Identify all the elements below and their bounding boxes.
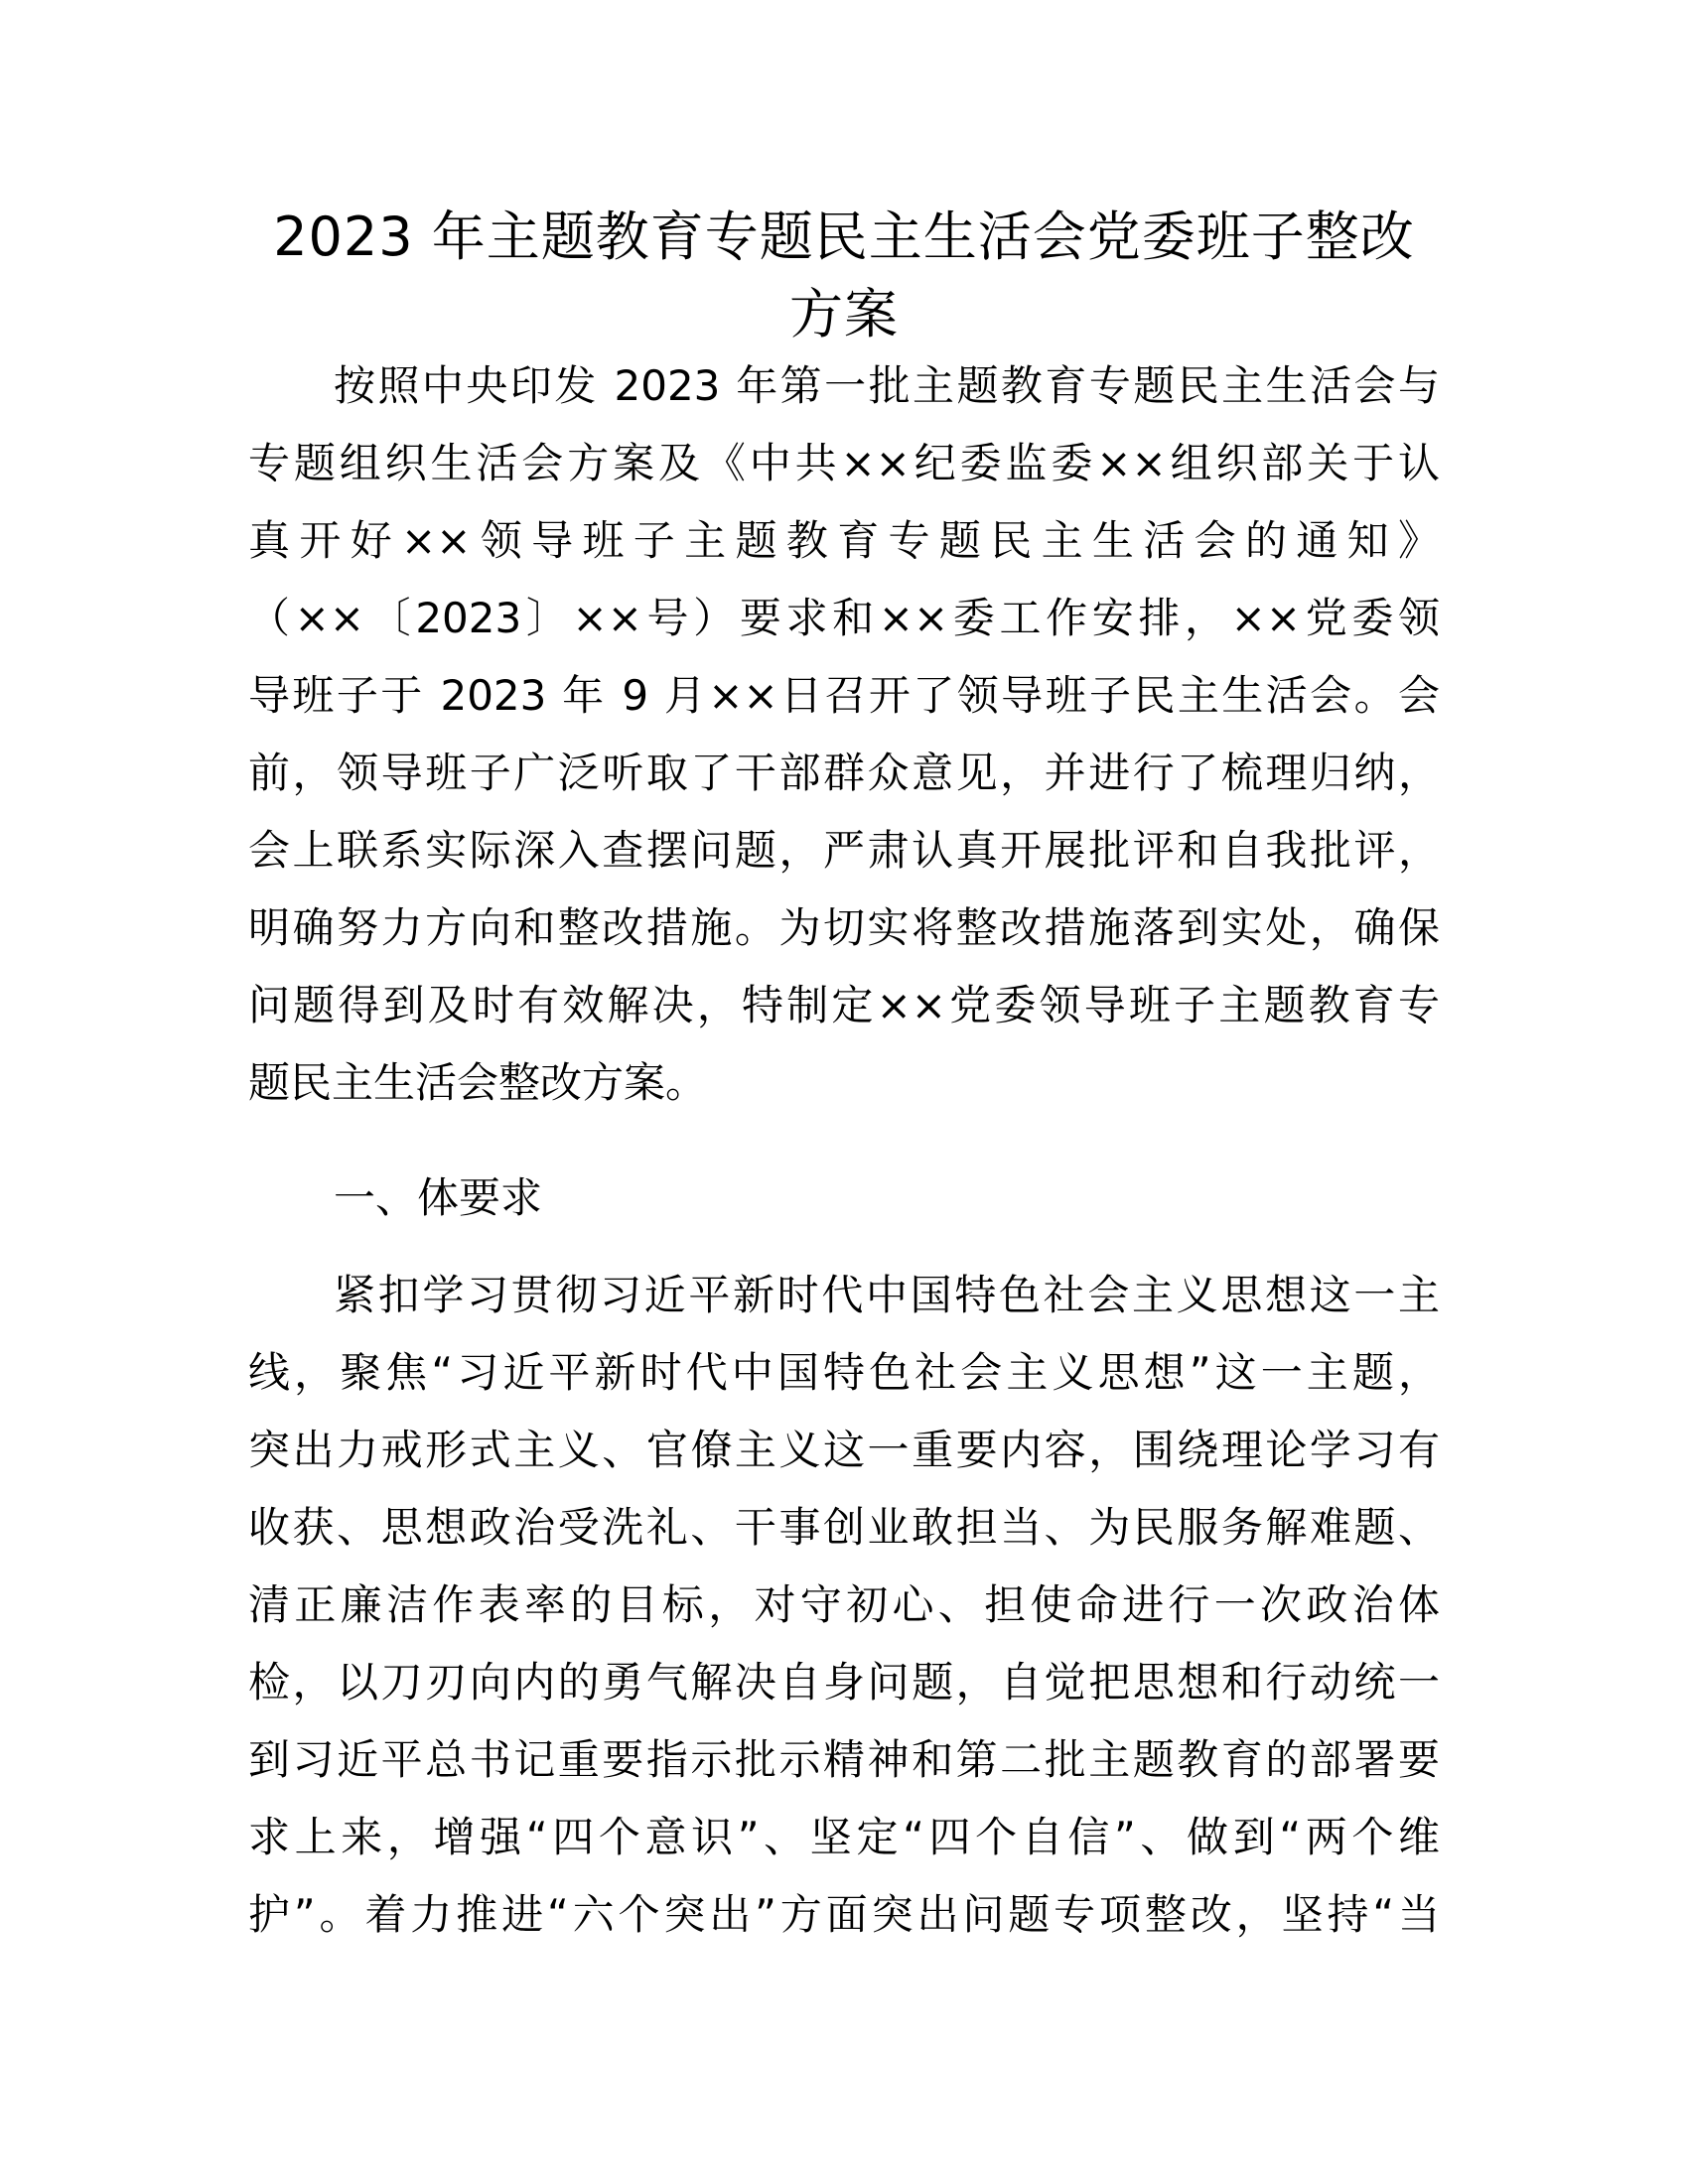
requirements-paragraph	[248, 1257, 1440, 1954]
paragraph-line: 突出力戒形式主义、官僚主义这一重要内容，围绕理论学习有	[248, 1426, 1440, 1474]
paragraph-line: 前，领导班子广泛听取了干部群众意见，并进行了梳理归纳，	[248, 749, 1440, 797]
paragraph-line: （××〔2023〕××号）要求和××委工作安排，××党委领	[248, 594, 1440, 642]
paragraph-line: 会上联系实际深入查摆问题，严肃认真开展批评和自我批评，	[248, 826, 1440, 875]
paragraph-line: 题民主生活会整改方案。	[248, 1058, 708, 1107]
paragraph-line: 检，以刀刃向内的勇气解决自身问题，自觉把思想和行动统一	[248, 1658, 1440, 1706]
paragraph-line: 护”。着力推进“六个突出”方面突出问题专项整改，坚持“当	[248, 1890, 1440, 1939]
paragraph-line: 专题组织生活会方案及《中共××纪委监委××组织部关于认	[248, 439, 1440, 487]
paragraph-line: 到习近平总书记重要指示批示精神和第二批主题教育的部署要	[248, 1735, 1440, 1784]
paragraph-line: 求上来，增强“四个意识”、坚定“四个自信”、做到“两个维	[248, 1813, 1440, 1861]
title-line: 方案	[789, 283, 899, 345]
paragraph-line: 清正廉洁作表率的目标，对守初心、担使命进行一次政治体	[248, 1580, 1440, 1629]
intro-paragraph	[248, 347, 1440, 1122]
paragraph-line: 问题得到及时有效解决，特制定××党委领导班子主题教育专	[248, 981, 1440, 1029]
paragraph-line: 按照中央印发 2023 年第一批主题教育专题民主生活会与	[334, 361, 1440, 410]
paragraph-line: 真开好××领导班子主题教育专题民主生活会的通知》	[248, 516, 1440, 565]
paragraph-line: 线，聚焦“习近平新时代中国特色社会主义思想”这一主题，	[248, 1348, 1440, 1397]
paragraph-line: 明确努力方向和整改措施。为切实将整改措施落到实处，确保	[248, 903, 1440, 952]
paragraph-line: 导班子于 2023 年 9 月××日召开了领导班子民主生活会。会	[248, 671, 1440, 720]
document-title	[238, 199, 1450, 353]
title-line: 2023 年主题教育专题民主生活会党委班子整改	[273, 205, 1415, 268]
section-heading: 一、体要求	[334, 1173, 543, 1222]
paragraph-line: 紧扣学习贯彻习近平新时代中国特色社会主义思想这一主	[334, 1271, 1440, 1319]
paragraph-line: 收获、思想政治受洗礼、干事创业敢担当、为民服务解难题、	[248, 1503, 1440, 1552]
